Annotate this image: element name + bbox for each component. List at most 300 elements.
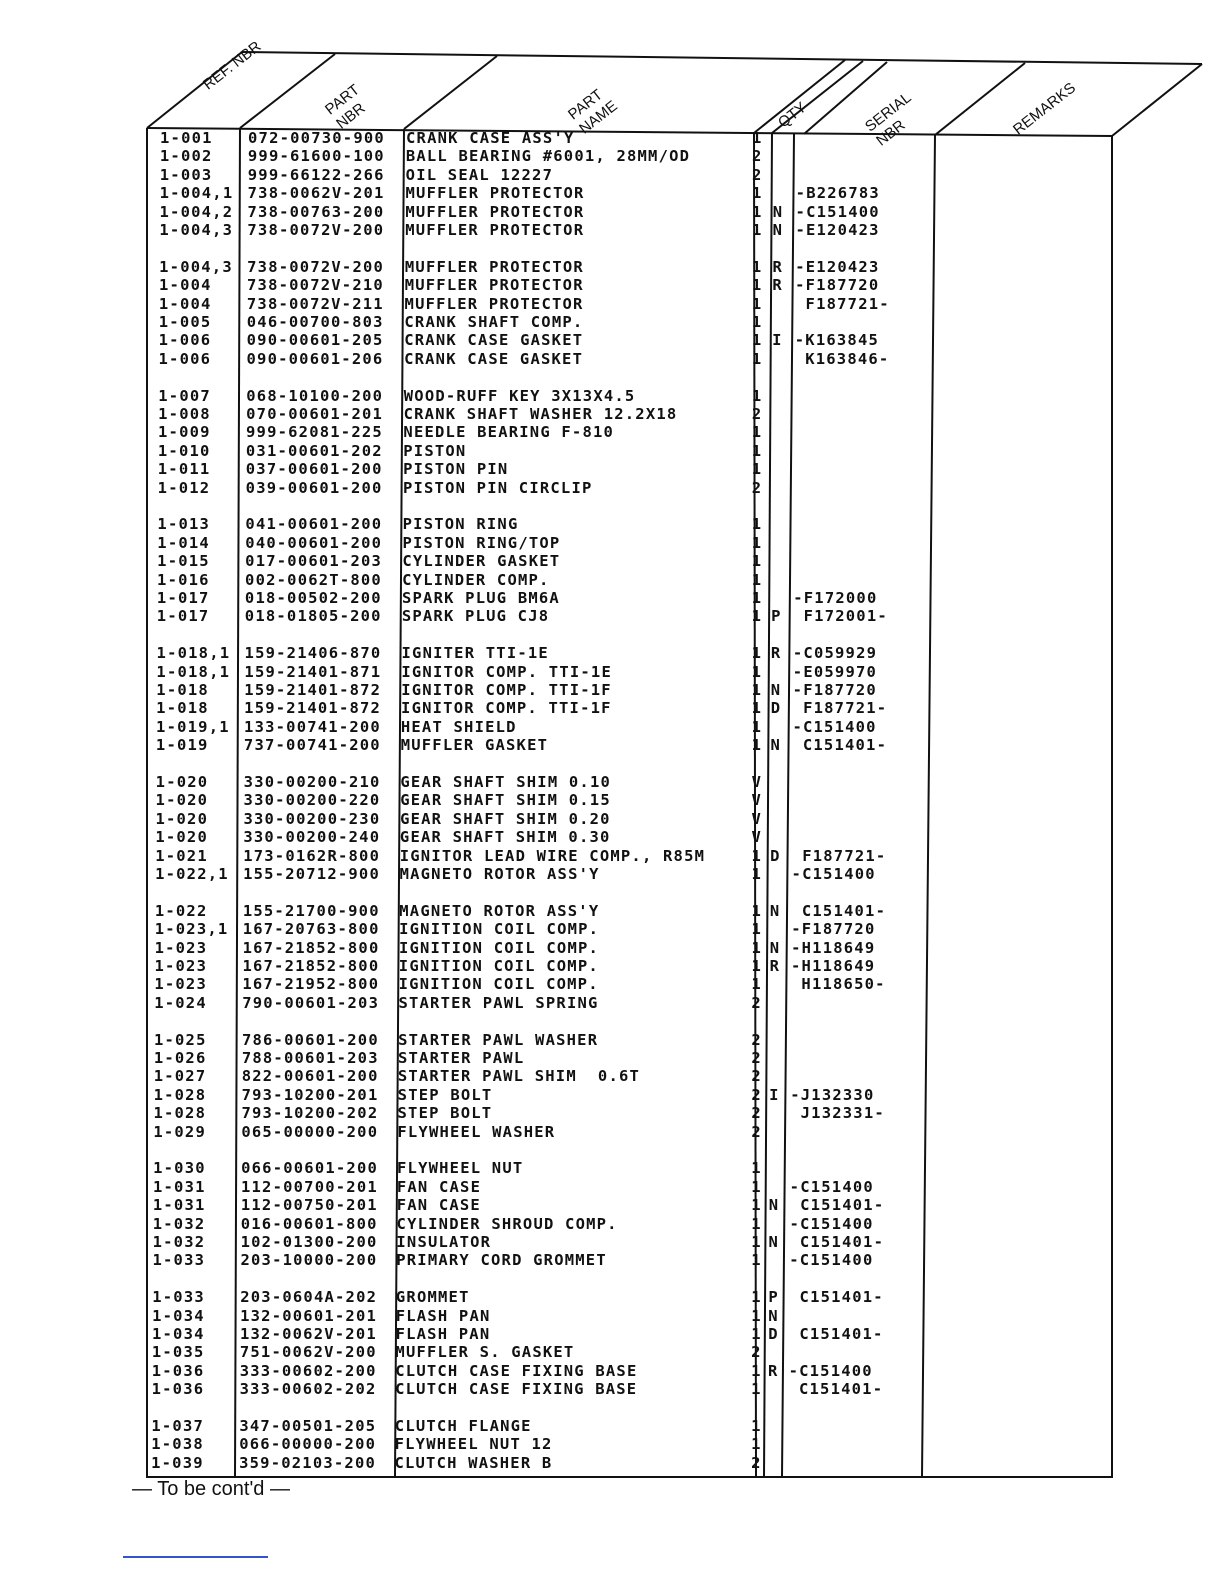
table-row	[0, 847, 1224, 865]
serial-nbr-cell: C151401-	[788, 1380, 884, 1399]
serial-nbr-cell: K163846-	[794, 349, 890, 368]
qty-cell: 1	[751, 1177, 762, 1196]
code-cell: D	[768, 1325, 779, 1343]
qty-cell: V	[751, 773, 763, 791]
qty-cell: 1	[751, 349, 763, 368]
serial-nbr-cell: F187721-	[792, 699, 888, 718]
part-name-cell: IGNITOR COMP. TTI-1E	[401, 662, 612, 681]
qty-cell: 1	[751, 1435, 762, 1454]
serial-nbr-cell: -C151400	[795, 202, 880, 221]
part-nbr-cell: 155-21700-900	[242, 901, 380, 920]
qty-cell: 1	[751, 1214, 762, 1233]
part-nbr-cell: 090-00601-205	[246, 331, 384, 350]
serial-nbr-cell: -C151400	[789, 1177, 874, 1196]
serial-nbr-cell: -C151400	[792, 717, 877, 736]
qty-cell: 2	[751, 1085, 762, 1104]
part-nbr-cell: 330-00200-220	[243, 791, 381, 810]
ref-nbr-cell: 1-036	[151, 1380, 205, 1399]
table-row	[0, 515, 1224, 533]
table-row	[0, 865, 1224, 883]
part-name-cell: CRANK SHAFT COMP.	[404, 313, 584, 331]
code-cell: I	[769, 1085, 780, 1104]
ref-nbr-cell: 1-004,3	[159, 221, 234, 239]
part-name-cell: SPARK PLUG BM6A	[401, 589, 560, 607]
code-cell: R	[770, 644, 782, 663]
part-nbr-cell: 359-02103-200	[239, 1453, 377, 1472]
qty-cell: 1	[751, 901, 763, 920]
ref-nbr-cell: 1-023	[154, 957, 208, 975]
qty-cell: 1	[751, 1251, 762, 1270]
part-nbr-cell: 102-01300-200	[240, 1233, 378, 1251]
ref-nbr-cell: 1-004,1	[159, 184, 234, 203]
part-name-cell: CLUTCH CASE FIXING BASE	[395, 1380, 638, 1399]
part-nbr-cell: 002-0062T-800	[245, 570, 382, 589]
table-row	[0, 1343, 1224, 1361]
serial-nbr-cell: -C151400	[788, 1361, 873, 1380]
ref-nbr-cell: 1-022	[154, 901, 208, 920]
table-row	[0, 534, 1224, 552]
table-row	[0, 828, 1224, 846]
table-row	[0, 1454, 1224, 1472]
qty-cell: 1	[751, 202, 763, 221]
part-nbr-cell: 751-0062V-200	[239, 1343, 377, 1362]
qty-cell: 2	[751, 147, 763, 166]
ref-nbr-cell: 1-033	[152, 1251, 206, 1270]
serial-nbr-cell: -E120423	[795, 221, 880, 239]
part-nbr-cell: 738-0072V-210	[247, 276, 384, 295]
ref-nbr-cell: 1-003	[159, 165, 213, 184]
part-name-cell: IGNITION COIL COMP.	[398, 938, 600, 957]
qty-cell: 1	[751, 1417, 762, 1435]
part-nbr-cell: 738-0072V-200	[247, 221, 385, 239]
part-name-cell: STARTER PAWL SHIM 0.6T	[397, 1067, 641, 1086]
qty-cell: 1	[751, 1306, 762, 1325]
ref-nbr-cell: 1-006	[158, 331, 212, 350]
table-row	[0, 1233, 1224, 1251]
part-name-cell: STEP BOLT	[397, 1085, 493, 1104]
part-nbr-cell: 039-00601-200	[245, 478, 383, 497]
table-row	[0, 166, 1224, 184]
ref-nbr-cell: 1-013	[157, 515, 211, 534]
serial-nbr-cell: -F187720	[791, 920, 876, 939]
ref-nbr-cell: 1-028	[153, 1104, 207, 1123]
part-nbr-cell: 737-00741-200	[243, 736, 381, 755]
qty-cell: 1	[751, 644, 763, 663]
table-row	[0, 773, 1224, 791]
qty-cell: 2	[751, 478, 763, 497]
serial-nbr-cell: H118650-	[790, 975, 886, 994]
serial-nbr-cell: -C151400	[789, 1251, 874, 1270]
table-row	[0, 681, 1224, 699]
qty-cell: 1	[751, 975, 762, 994]
ref-nbr-cell: 1-034	[152, 1306, 205, 1325]
ref-nbr-cell: 1-007	[158, 386, 211, 405]
part-nbr-cell: 786-00601-200	[241, 1030, 379, 1049]
ref-nbr-cell: 1-023,1	[154, 920, 229, 939]
qty-cell: 2	[751, 1049, 762, 1067]
ref-nbr-cell: 1-038	[151, 1435, 204, 1454]
qty-cell: 1	[751, 221, 763, 239]
code-cell: D	[770, 846, 781, 865]
table-row	[0, 663, 1224, 681]
part-nbr-cell: 068-10100-200	[246, 386, 384, 405]
table-row	[0, 442, 1224, 460]
part-nbr-cell: 155-20712-900	[243, 865, 380, 883]
code-cell: P	[771, 607, 782, 626]
part-name-cell: MUFFLER S. GASKET	[395, 1343, 575, 1362]
part-nbr-cell: 788-00601-203	[241, 1049, 379, 1067]
part-nbr-cell: 738-00763-200	[247, 202, 385, 221]
table-row	[0, 699, 1224, 717]
ref-nbr-cell: 1-016	[157, 570, 210, 589]
part-name-cell: PISTON RING	[402, 515, 519, 534]
part-name-cell: GEAR SHAFT SHIM 0.20	[400, 809, 611, 828]
table-row	[0, 1086, 1224, 1104]
serial-nbr-cell: -F172000	[793, 589, 878, 607]
table-row	[0, 313, 1224, 331]
qty-cell: 1	[751, 1288, 762, 1307]
ref-nbr-cell: 1-031	[152, 1177, 206, 1196]
part-name-cell: WOOD-RUFF KEY 3X13X4.5	[403, 386, 636, 405]
qty-cell: 1	[751, 1159, 762, 1178]
qty-cell: 1	[751, 386, 763, 405]
table-row	[0, 460, 1224, 478]
table-row	[0, 1288, 1224, 1306]
table-row	[0, 1196, 1224, 1214]
ref-nbr-cell: 1-026	[153, 1049, 207, 1067]
page-divider	[123, 1556, 268, 1558]
part-name-cell: CRANK CASE GASKET	[404, 331, 584, 350]
part-name-cell: FLASH PAN	[395, 1325, 491, 1343]
part-nbr-cell: 330-00200-210	[243, 773, 381, 791]
code-cell: P	[768, 1288, 779, 1307]
ref-nbr-cell: 1-014	[157, 533, 210, 552]
table-row	[0, 1049, 1224, 1067]
part-nbr-cell: 203-0604A-202	[240, 1288, 378, 1307]
qty-cell: 1	[751, 570, 763, 589]
part-name-cell: PISTON PIN	[403, 460, 509, 479]
qty-cell: 1	[751, 184, 763, 203]
header-qty: QTY	[775, 99, 810, 132]
part-nbr-cell: 167-21952-800	[242, 975, 380, 994]
ref-nbr-cell: 1-005	[158, 313, 212, 331]
serial-nbr-cell: -J132330	[790, 1085, 875, 1104]
code-cell: R	[772, 257, 784, 276]
table-row	[0, 571, 1224, 589]
qty-cell: 1	[751, 1325, 762, 1343]
ref-nbr-cell: 1-029	[153, 1122, 206, 1141]
ref-nbr-cell: 1-004	[159, 276, 212, 295]
ref-nbr-cell: 1-027	[153, 1067, 207, 1086]
qty-cell: 1	[751, 662, 763, 681]
ref-nbr-cell: 1-039	[151, 1453, 204, 1472]
part-nbr-cell: 999-66122-266	[247, 165, 385, 184]
part-nbr-cell: 330-00200-240	[243, 828, 381, 847]
serial-nbr-cell: -F187720	[795, 276, 880, 295]
qty-cell: 1	[751, 1361, 762, 1380]
serial-nbr-cell: -C151400	[791, 865, 876, 883]
qty-cell: 1	[751, 533, 763, 552]
table-row	[0, 1104, 1224, 1122]
part-name-cell: CRANK CASE ASS'Y	[406, 129, 575, 147]
ref-nbr-cell: 1-017	[156, 589, 210, 607]
part-nbr-cell: 040-00601-200	[245, 533, 383, 552]
part-nbr-cell: 793-10200-201	[241, 1085, 379, 1104]
serial-nbr-cell: C151401-	[788, 1325, 884, 1343]
ref-nbr-cell: 1-019,1	[156, 717, 230, 736]
ref-nbr-cell: 1-023	[154, 975, 207, 994]
table-row	[0, 1067, 1224, 1085]
part-nbr-cell: 018-01805-200	[244, 607, 382, 626]
serial-nbr-cell: -H118649	[791, 957, 876, 975]
table-row	[0, 589, 1224, 607]
serial-nbr-cell: -E059970	[792, 662, 878, 681]
part-name-cell: FLYWHEEL NUT 12	[394, 1435, 553, 1454]
header-part-nbr: PART NBR	[322, 81, 369, 133]
part-nbr-cell: 159-21406-870	[244, 644, 382, 663]
table-row	[0, 1251, 1224, 1269]
ref-nbr-cell: 1-018,1	[156, 662, 231, 681]
qty-cell: 1	[751, 313, 763, 331]
qty-cell: V	[751, 809, 763, 828]
part-nbr-cell: 347-00501-205	[239, 1417, 377, 1435]
part-nbr-cell: 822-00601-200	[241, 1067, 379, 1086]
part-name-cell: CLUTCH CASE FIXING BASE	[395, 1361, 638, 1380]
part-nbr-cell: 016-00601-800	[240, 1214, 378, 1233]
part-name-cell: PRIMARY CORD GROMMET	[396, 1251, 607, 1270]
ref-nbr-cell: 1-001	[160, 129, 213, 147]
part-name-cell: MUFFLER GASKET	[400, 736, 549, 755]
qty-cell: 1	[751, 423, 763, 442]
code-cell: N	[769, 938, 781, 957]
part-name-cell: CYLINDER GASKET	[402, 552, 561, 571]
ref-nbr-cell: 1-006	[158, 349, 212, 368]
part-name-cell: IGNITION COIL COMP.	[398, 957, 599, 975]
part-name-cell: CYLINDER SHROUD COMP.	[396, 1214, 618, 1233]
table-row	[0, 718, 1224, 736]
table-row	[0, 920, 1224, 938]
serial-nbr-cell: -C059929	[792, 644, 878, 663]
code-cell: N	[770, 736, 782, 755]
serial-nbr-cell: F187721-	[791, 846, 887, 865]
qty-cell: 1	[751, 865, 763, 883]
part-name-cell: IGNITION COIL COMP.	[398, 975, 599, 994]
code-cell: R	[772, 276, 783, 295]
table-row	[0, 258, 1224, 276]
part-name-cell: CLUTCH FLANGE	[394, 1417, 532, 1435]
table-row	[0, 203, 1224, 221]
ref-nbr-cell: 1-033	[152, 1288, 205, 1307]
part-nbr-cell: 793-10200-202	[241, 1104, 379, 1123]
part-name-cell: IGNITOR LEAD WIRE COMP., R85M	[399, 846, 706, 865]
qty-cell: 2	[751, 1067, 762, 1086]
serial-nbr-cell: C151401-	[791, 901, 887, 920]
serial-nbr-cell: -C151400	[789, 1214, 874, 1233]
qty-cell: 1	[751, 552, 763, 571]
part-nbr-cell: 333-00602-202	[239, 1380, 377, 1399]
part-nbr-cell: 167-21852-800	[242, 957, 380, 975]
part-name-cell: GEAR SHAFT SHIM 0.10	[400, 773, 612, 791]
part-nbr-cell: 031-00601-202	[245, 441, 383, 460]
ref-nbr-cell: 1-017	[156, 607, 210, 626]
ref-nbr-cell: 1-032	[152, 1233, 206, 1251]
serial-nbr-cell: F187721-	[795, 294, 890, 313]
serial-nbr-cell: -E120423	[795, 257, 880, 276]
part-name-cell: FAN CASE	[396, 1196, 481, 1215]
ref-nbr-cell: 1-004,3	[159, 257, 233, 276]
part-nbr-cell: 333-00602-200	[239, 1361, 377, 1380]
ref-nbr-cell: 1-034	[151, 1325, 205, 1343]
qty-cell: 1	[751, 460, 763, 479]
part-nbr-cell: 167-21852-800	[242, 938, 380, 957]
part-name-cell: MUFFLER PROTECTOR	[404, 276, 584, 295]
table-row	[0, 644, 1224, 662]
part-nbr-cell: 790-00601-203	[242, 993, 380, 1012]
qty-cell: 1	[751, 331, 763, 350]
header-ref-nbr: REF. NBR	[200, 37, 265, 94]
table-row	[0, 1123, 1224, 1141]
qty-cell: 2	[751, 1343, 762, 1362]
part-name-cell: CLUTCH WASHER B	[394, 1453, 553, 1472]
table-row	[0, 957, 1224, 975]
table-row	[0, 1435, 1224, 1453]
ref-nbr-cell: 1-019	[155, 736, 209, 755]
table-row	[0, 387, 1224, 405]
part-name-cell: IGNITOR COMP. TTI-1F	[401, 699, 612, 718]
part-name-cell: IGNITION COIL COMP.	[399, 920, 600, 939]
table-row	[0, 1362, 1224, 1380]
table-row	[0, 276, 1224, 294]
table-row	[0, 184, 1224, 202]
code-cell: N	[768, 1306, 779, 1325]
ref-nbr-cell: 1-020	[155, 773, 209, 791]
header-part-name: PART NAME	[565, 86, 621, 138]
part-nbr-cell: 132-0062V-201	[239, 1325, 377, 1343]
part-name-cell: PISTON PIN CIRCLIP	[402, 478, 593, 497]
qty-cell: 1	[751, 607, 763, 626]
part-name-cell: GEAR SHAFT SHIM 0.30	[399, 828, 611, 847]
part-name-cell: CRANK SHAFT WASHER 12.2X18	[403, 405, 678, 423]
qty-cell: 2	[751, 1104, 762, 1123]
part-nbr-cell: 065-00000-200	[241, 1122, 379, 1141]
part-name-cell: IGNITOR COMP. TTI-1F	[401, 681, 612, 699]
ref-nbr-cell: 1-025	[153, 1030, 207, 1049]
table-row	[0, 350, 1224, 368]
continued-note: — To be cont'd —	[132, 1478, 290, 1500]
part-nbr-cell: 037-00601-200	[245, 460, 383, 479]
qty-cell: 1	[751, 515, 763, 534]
part-name-cell: FLYWHEEL WASHER	[397, 1122, 556, 1141]
qty-cell: 1	[751, 1196, 762, 1215]
part-nbr-cell: 173-0162R-800	[243, 846, 381, 865]
part-nbr-cell: 999-62081-225	[246, 423, 383, 442]
part-nbr-cell: 041-00601-200	[245, 515, 383, 534]
table-row	[0, 736, 1224, 754]
table-row	[0, 1417, 1224, 1435]
ref-nbr-cell: 1-022,1	[155, 865, 229, 883]
part-nbr-cell: 999-61600-100	[247, 147, 385, 166]
part-name-cell: FLASH PAN	[395, 1306, 491, 1325]
part-nbr-cell: 203-10000-200	[240, 1251, 378, 1270]
part-name-cell: MUFFLER PROTECTOR	[404, 294, 584, 313]
part-name-cell: CYLINDER COMP.	[402, 570, 550, 589]
part-name-cell: HEAT SHIELD	[400, 717, 517, 736]
ref-nbr-cell: 1-028	[153, 1085, 207, 1104]
code-cell: D	[770, 699, 782, 718]
part-name-cell: STEP BOLT	[397, 1104, 493, 1123]
ref-nbr-cell: 1-004	[158, 294, 212, 313]
ref-nbr-cell: 1-011	[157, 460, 211, 479]
part-nbr-cell: 072-00730-900	[248, 129, 385, 147]
code-cell: N	[768, 1196, 780, 1215]
ref-nbr-cell: 1-015	[157, 552, 210, 571]
qty-cell: V	[751, 828, 763, 847]
qty-cell: 1	[751, 681, 763, 699]
ref-nbr-cell: 1-004,2	[159, 202, 234, 221]
qty-cell: 1	[751, 1380, 762, 1399]
part-nbr-cell: 330-00200-230	[243, 809, 381, 828]
serial-nbr-cell: C151401-	[789, 1288, 884, 1307]
qty-cell: 1	[751, 294, 763, 313]
part-nbr-cell: 090-00601-206	[246, 349, 384, 368]
table-row	[0, 1215, 1224, 1233]
table-row	[0, 791, 1224, 809]
part-nbr-cell: 112-00700-201	[240, 1177, 378, 1196]
part-name-cell: NEEDLE BEARING F-810	[403, 423, 615, 442]
part-name-cell: SPARK PLUG CJ8	[401, 607, 550, 626]
part-nbr-cell: 133-00741-200	[244, 717, 381, 736]
code-cell: N	[769, 901, 781, 920]
part-nbr-cell: 018-00502-200	[244, 589, 382, 607]
serial-nbr-cell: C151401-	[789, 1196, 885, 1215]
table-row	[0, 331, 1224, 349]
table-row	[0, 1031, 1224, 1049]
table-row	[0, 994, 1224, 1012]
part-nbr-cell: 112-00750-201	[240, 1196, 378, 1215]
table-row	[0, 221, 1224, 239]
serial-nbr-cell: C151401-	[792, 736, 888, 755]
qty-cell: 1	[751, 1233, 762, 1251]
table-row	[0, 975, 1224, 993]
table-row	[0, 147, 1224, 165]
part-nbr-cell: 738-0072V-200	[247, 257, 385, 276]
qty-cell: 1	[751, 846, 763, 865]
table-row	[0, 810, 1224, 828]
part-name-cell: FAN CASE	[396, 1177, 482, 1196]
code-cell: R	[768, 1361, 779, 1380]
part-name-cell: GEAR SHAFT SHIM 0.15	[400, 791, 611, 810]
part-name-cell: INSULATOR	[396, 1233, 492, 1251]
table-row	[0, 939, 1224, 957]
qty-cell: 2	[751, 165, 763, 184]
ref-nbr-cell: 1-037	[151, 1417, 205, 1435]
qty-cell: 2	[751, 1453, 762, 1472]
qty-cell: 2	[751, 993, 762, 1012]
table-row	[0, 479, 1224, 497]
part-name-cell: MAGNETO ROTOR ASS'Y	[399, 901, 600, 920]
ref-nbr-cell: 1-032	[152, 1214, 206, 1233]
ref-nbr-cell: 1-009	[158, 423, 211, 442]
ref-nbr-cell: 1-020	[155, 791, 209, 810]
table-row	[0, 129, 1224, 147]
header-serial-nbr: SERIAL NBR	[862, 89, 915, 150]
part-name-cell: STARTER PAWL SPRING	[398, 993, 599, 1012]
qty-cell: 1	[751, 276, 763, 295]
part-nbr-cell: 046-00700-803	[246, 313, 384, 331]
table-row	[0, 1159, 1224, 1177]
qty-cell: 1	[751, 441, 763, 460]
code-cell: R	[769, 957, 781, 975]
